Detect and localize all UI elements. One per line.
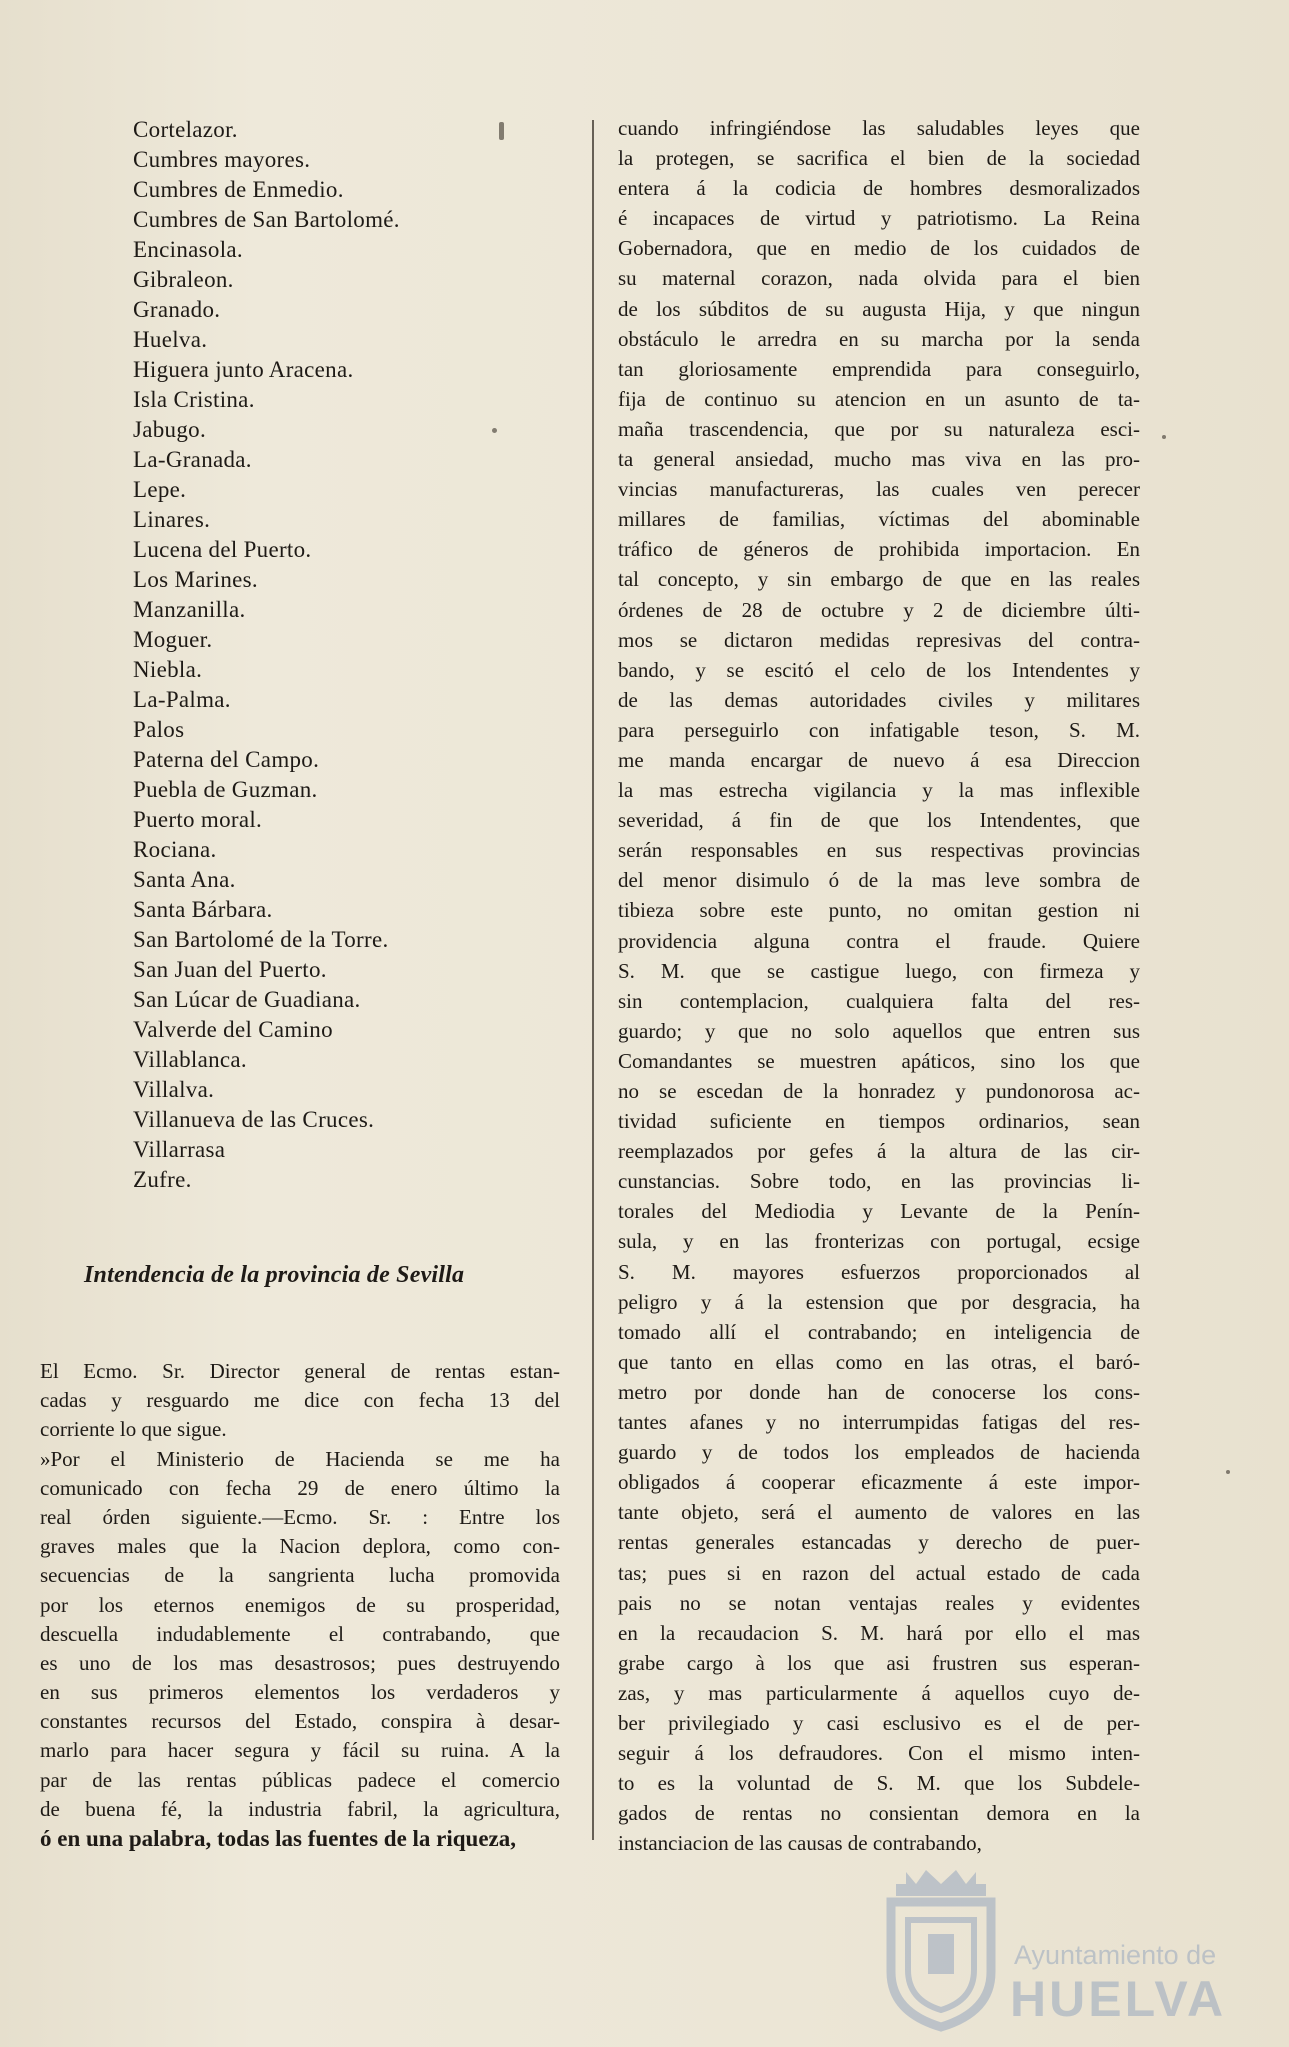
town-name: Puebla de Guzman. <box>133 777 318 802</box>
text-line: obligados á cooperar eficazmente á este impor- <box>618 1470 1140 1495</box>
text-line: que tanto en ellas como en las otras, el baró- <box>618 1349 1140 1374</box>
town-name: Granado. <box>133 297 221 322</box>
text-line: sin contemplacion, cualquiera falta del res- <box>618 988 1140 1013</box>
text-line: maña trascendencia, que por su naturaleza esci- <box>618 416 1140 441</box>
text-line: S. M. mayores esfuerzos proporcionados al <box>618 1259 1140 1284</box>
text-line: to es la voluntad de S. M. que los Subdele- <box>618 1771 1140 1796</box>
text-line: par de las rentas públicas padece el comercio <box>40 1767 560 1792</box>
text-line: de los súbditos de su augusta Hija, y que ningun <box>618 296 1140 321</box>
text-line: ta general ansiedad, mucho mas viva en las pro- <box>618 447 1140 472</box>
text-line: comunicado con fecha 29 de enero último la <box>40 1475 560 1500</box>
text-line: su maternal corazon, nada olvida para el bien <box>618 266 1140 291</box>
text-line: entera á la codicia de hombres desmoralizados <box>618 176 1140 201</box>
text-line: me manda encargar de nuevo á esa Direccion <box>618 747 1140 772</box>
town-name: Linares. <box>133 507 211 532</box>
town-name: Encinasola. <box>133 237 243 262</box>
ink-speck <box>1226 1470 1230 1474</box>
text-line: la protegen, se sacrifica el bien de la sociedad <box>618 146 1140 171</box>
right-column-text <box>618 113 1140 1858</box>
text-line: cadas y resguardo me dice con fecha 13 del <box>40 1388 560 1413</box>
town-name: Villanueva de las Cruces. <box>133 1107 375 1132</box>
town-name: Huelva. <box>133 327 208 352</box>
town-name: Lepe. <box>133 477 187 502</box>
section-title: Intendencia de la provincia de Sevilla <box>84 1262 465 1288</box>
text-line: grabe cargo à los que asi frustren sus esperan- <box>618 1650 1140 1675</box>
text-line: tas; pues si en razon del actual estado de cada <box>618 1560 1140 1585</box>
town-name: Isla Cristina. <box>133 387 255 412</box>
text-line: seguir á los defraudores. Con el mismo inten- <box>618 1741 1140 1766</box>
text-line: serán responsables en sus respectivas provincias <box>618 838 1140 863</box>
town-name: Jabugo. <box>133 417 207 442</box>
text-line: bando, y se escitó el celo de los Intendentes y <box>618 657 1140 682</box>
text-line: en la recaudacion S. M. hará por ello el mas <box>618 1620 1140 1645</box>
text-line: metro por donde han de conocerse los cons- <box>618 1379 1140 1404</box>
column-divider <box>592 120 594 1840</box>
text-line: cunstancias. Sobre todo, en las provincias li- <box>618 1169 1140 1194</box>
text-line: tan gloriosamente emprendida para conseguirlo, <box>618 356 1140 381</box>
town-list <box>133 115 553 1195</box>
text-line: S. M. que se castigue luego, con firmeza y <box>618 958 1140 983</box>
text-line: la mas estrecha vigilancia y la mas inflexible <box>618 778 1140 803</box>
coat-of-arms-icon <box>876 1862 1006 2032</box>
text-line: sula, y en las fronterizas con portugal, ecsige <box>618 1229 1140 1254</box>
text-line: peligro y á la estension que por desgracia, ha <box>618 1289 1140 1314</box>
text-line: graves males que la Nacion deplora, como con- <box>40 1534 560 1559</box>
town-name: Gibraleon. <box>133 267 234 292</box>
text-line: rentas generales estancadas y derecho de puer- <box>618 1530 1140 1555</box>
text-line: severidad, á fin de que los Intendentes, que <box>618 808 1140 833</box>
text-line: pais no se notan ventajas reales y evidentes <box>618 1590 1140 1615</box>
text-line: instanciacion de las causas de contrabando, <box>618 1831 982 1856</box>
text-line: gados de rentas no consientan demora en la <box>618 1801 1140 1826</box>
town-name: Paterna del Campo. <box>133 747 320 772</box>
town-name: San Bartolomé de la Torre. <box>133 927 389 952</box>
town-name: San Juan del Puerto. <box>133 957 327 982</box>
text-line: en sus primeros elementos los verdaderos y <box>40 1680 560 1705</box>
text-line: El Ecmo. Sr. Director general de rentas estan- <box>40 1359 560 1383</box>
town-name: Cumbres de Enmedio. <box>133 177 344 202</box>
town-name: Cumbres mayores. <box>133 147 311 172</box>
text-line: tal concepto, y sin embargo de que en las reales <box>618 567 1140 592</box>
ayuntamiento-watermark <box>876 1862 1236 2032</box>
text-line: para perseguirlo con infatigable teson, S. M. <box>618 717 1140 742</box>
text-line: por los eternos enemigos de su prosperidad, <box>40 1592 560 1617</box>
town-name: Higuera junto Aracena. <box>133 357 354 382</box>
town-name: Santa Bárbara. <box>133 897 273 922</box>
text-line: tividad suficiente en tiempos ordinarios, sean <box>618 1109 1140 1134</box>
text-line: Gobernadora, que en medio de los cuidados de <box>618 236 1140 261</box>
town-name: Niebla. <box>133 657 203 682</box>
town-name: La-Granada. <box>133 447 252 472</box>
watermark-line2: HUELVA <box>1010 1971 1227 2027</box>
watermark-line1: Ayuntamiento de <box>1014 1940 1217 1970</box>
town-name: La-Palma. <box>133 687 231 712</box>
text-line: tibieza sobre este punto, no omitan gestion ni <box>618 898 1140 923</box>
town-name: Cumbres de San Bartolomé. <box>133 207 400 232</box>
town-name: Lucena del Puerto. <box>133 537 312 562</box>
town-name: Puerto moral. <box>133 807 263 832</box>
text-line: descuella indudablemente el contrabando, que <box>40 1621 560 1646</box>
town-name: Manzanilla. <box>133 597 246 622</box>
text-line: es uno de los mas desastrosos; pues destruyendo <box>40 1650 560 1675</box>
town-name: San Lúcar de Guadiana. <box>133 987 361 1012</box>
text-line: obstáculo le arredra en su marcha por la senda <box>618 326 1140 351</box>
text-line: tomado allí el contrabando; en inteligencia de <box>618 1319 1140 1344</box>
text-line: no se escedan de la honradez y pundonorosa ac- <box>618 1079 1140 1103</box>
town-name: Santa Ana. <box>133 867 236 892</box>
town-name: Palos <box>133 717 185 742</box>
text-line: Comandantes se muestren apáticos, sino los que <box>618 1048 1140 1073</box>
ink-speck <box>499 122 504 140</box>
text-line: ó en una palabra, todas las fuentes de la riqueza, <box>40 1826 517 1851</box>
text-line: del menor disimulo ó de la mas leve sombra de <box>618 868 1140 893</box>
text-line: »Por el Ministerio de Hacienda se me ha <box>40 1446 560 1471</box>
town-name: Villarrasa <box>133 1137 226 1162</box>
text-line: tante objeto, será el aumento de valores en las <box>618 1500 1140 1525</box>
text-line: zas, y mas particularmente á aquellos cuyo de- <box>618 1680 1140 1705</box>
ink-speck <box>1162 435 1166 439</box>
text-line: cuando infringiéndose las saludables leyes que <box>618 116 1140 140</box>
text-line: órdenes de 28 de octubre y 2 de diciembre últi- <box>618 597 1140 622</box>
text-line: vincias manufactureras, las cuales ven perecer <box>618 477 1140 502</box>
text-line: tráfico de géneros de prohibida importacion. En <box>618 537 1140 562</box>
text-line: ber privilegiado y casi esclusivo es el de per- <box>618 1710 1140 1735</box>
text-line: de buena fé, la industria fabril, la agricultura, <box>40 1796 560 1821</box>
text-line: fija de continuo su atencion en un asunto de ta- <box>618 386 1140 411</box>
town-name: Villalva. <box>133 1077 215 1102</box>
text-line: mos se dictaron medidas represivas del contra- <box>618 627 1140 652</box>
text-line: é incapaces de virtud y patriotismo. La Reina <box>618 206 1140 231</box>
text-line: tantes afanes y no interrumpidas fatigas del res- <box>618 1410 1140 1435</box>
town-name: Valverde del Camino <box>133 1017 333 1042</box>
text-line: constantes recursos del Estado, conspira à desar- <box>40 1709 560 1734</box>
text-line: de las demas autoridades civiles y militares <box>618 687 1140 712</box>
text-line: marlo para hacer segura y fácil su ruina. A la <box>40 1738 560 1763</box>
text-line: millares de familias, víctimas del abominable <box>618 507 1140 532</box>
town-name: Villablanca. <box>133 1047 247 1072</box>
text-line: secuencias de la sangrienta lucha promovida <box>40 1563 560 1588</box>
town-name: Moguer. <box>133 627 213 652</box>
text-line: corriente lo que sigue. <box>40 1417 227 1442</box>
town-name: Los Marines. <box>133 567 258 592</box>
text-line: reemplazados por gefes á la altura de las cir- <box>618 1139 1140 1164</box>
text-line: guardo; y que no solo aquellos que entren sus <box>618 1018 1140 1043</box>
text-line: guardo y de todos los empleados de hacienda <box>618 1440 1140 1465</box>
town-name: Rociana. <box>133 837 217 862</box>
left-column-text <box>40 1357 560 1853</box>
text-line: real órden siguiente.—Ecmo. Sr. : Entre los <box>40 1504 560 1529</box>
town-name: Cortelazor. <box>133 117 238 142</box>
ink-speck <box>492 428 497 433</box>
text-line: providencia alguna contra el fraude. Quiere <box>618 928 1140 953</box>
town-name: Zufre. <box>133 1167 192 1192</box>
text-line: torales del Mediodia y Levante de la Penín- <box>618 1199 1140 1224</box>
